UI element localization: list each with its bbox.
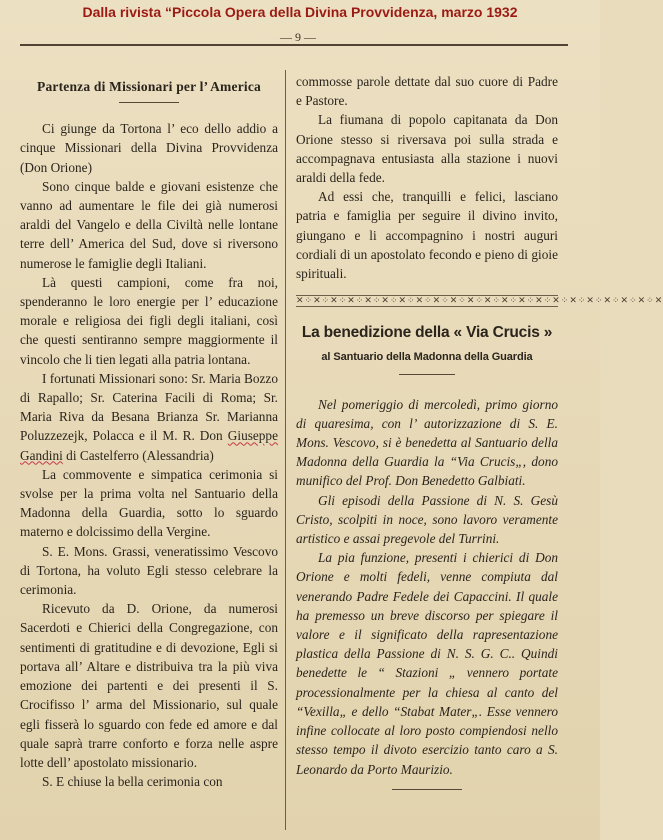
via-crucis-body: [296, 395, 558, 779]
page-number: — 9 —: [280, 30, 316, 44]
paragraph: Ci giunge da Tortona l’ eco dello addio a cinque Missionari della Divina Provvidenza (Don Orione): [20, 121, 278, 175]
paragraph: Nel pomeriggio di mercoledì, primo giorno di quaresima, con l’ autorizzazione di S. E. Mons. Vescovo, si è benedetta al Santuario della Madonna della Guardia la “Via Crucis„, dono munifico del Prof. Don Benedetto Galbiati.: [296, 396, 558, 489]
article-title-via-crucis: La benedizione della « Via Crucis »: [301, 324, 553, 342]
left-column: [20, 77, 278, 791]
column-divider: [285, 70, 286, 830]
paragraph: Sono cinque balde e giovani esistenze che vanno ad aumentare le file dei già numerosi araldi del Vangelo e della Civiltà nelle lontane terre dell’ America del Sud, dove si riversono numerose le famiglie degli Italiani.: [20, 178, 278, 271]
paragraph-continued: commosse parole dettate dal suo cuore di Padre e Pastore.: [296, 74, 558, 109]
end-rule: [392, 789, 462, 790]
article-title-missionari: Partenza di Missionari per l’ America: [37, 79, 261, 94]
paragraph: Là questi campioni, come fra noi, spenderanno le loro energie per l’ educazione morale e religiosa dei figli degli italiani, così che questi sentiranno sempre maggiormente il vincolo che li tien legati alla patria lontana.: [20, 274, 278, 367]
text-span: di Castelferro (Alessandria): [62, 447, 214, 463]
right-column: [296, 72, 663, 790]
source-caption: Dalla rivista “Piccola Opera della Divina Provvidenza, marzo 1932: [82, 4, 518, 20]
paragraph: La pia funzione, presenti i chierici di Don Orione e molti fedeli, venne compiuta dal venerando Padre Fedele dei Capaccini. Il quale ha premesso un breve discorso per spiegare il valore e il significato della rapresentazione plastica della Passione di N. S. G. C.. Quindi benedette le “ Stazioni „ vennero portate processionalmente per la chiesa al canto del “Vexilla„ e dello “Stabat Mater„. Esse vennero infine collocate al loro posto compiendosi nello stesso tempo il divoto esercizio tanto caro a S. Leonardo da Porto Maurizio.: [296, 550, 558, 777]
article-subtitle: al Santuario della Madonna della Guardia: [321, 351, 533, 364]
header-rule: [20, 44, 568, 46]
paragraph: S. E chiuse la bella cerimonia con: [42, 774, 223, 790]
subtitle-rule: [399, 374, 455, 375]
paragraph: Gli episodi della Passione di N. S. Gesù Cristo, scolpiti in noce, sono lavoro veramente artistico e assai pregevole del Turrini.: [296, 492, 558, 547]
paragraph: Ricevuto da D. Orione, da numerosi Sacerdoti e Chierici della Congregazione, con sentimenti di gratitudine e di devozione, Egli si portava all’ Altare e distribuiva tra la più viva emozione dei partenti e dei presenti il S. Crocifisso l’ arma del Missionario, sul quale egli fisserà lo sguardo con fede ed amore e dal quale saprà trarre conforto e forza nelle aspre lotte dell’ apostolato missionario.: [20, 601, 278, 770]
title-rule: [119, 102, 179, 103]
paragraph: S. E. Mons. Grassi, veneratissimo Vescovo di Tortona, ha voluto Egli stesso celebrare la cerimonia.: [20, 543, 278, 598]
paragraph-missionari-list: [20, 369, 278, 465]
paragraph: La fiumana di popolo capitanata da Don Orione stesso si riversava poi sulla strada e accompagnava entusiasta alla stazione i nuovi araldi della fede.: [296, 112, 558, 186]
paragraph: Ad essi che, tranquilli e felici, lasciano patria e famiglia per seguire il divino invito, giungano e li accompagnino i nostri auguri cordiali di un apostolato fecondo e pieno di gioie spirituali.: [296, 189, 558, 282]
paragraph: La commovente e simpatica cerimonia si svolse per la prima volta nel Santuario della Madonna della Guardia, sotto lo sguardo materno e dolcissimo della Vergine.: [20, 466, 278, 540]
underlined-name: Giuseppe Gandini: [20, 428, 278, 463]
text-span: I fortunati Missionari sono: Sr. Maria Bozzo di Rapallo; Sr. Caterina Facili di Roma; Sr. Maria Riva da Besana Brianza Sr. Marianna Poluzzezejk, Polacca e il M. R. Don: [20, 370, 278, 444]
ornamental-divider: ✕⁘✕⁘✕⁘✕⁘✕⁘✕⁘✕⁘✕⁘✕⁘✕⁘✕⁘✕⁘✕⁘✕⁘✕⁘✕⁘✕⁘✕⁘✕⁘✕⁘✕⁘✕: [296, 296, 663, 307]
